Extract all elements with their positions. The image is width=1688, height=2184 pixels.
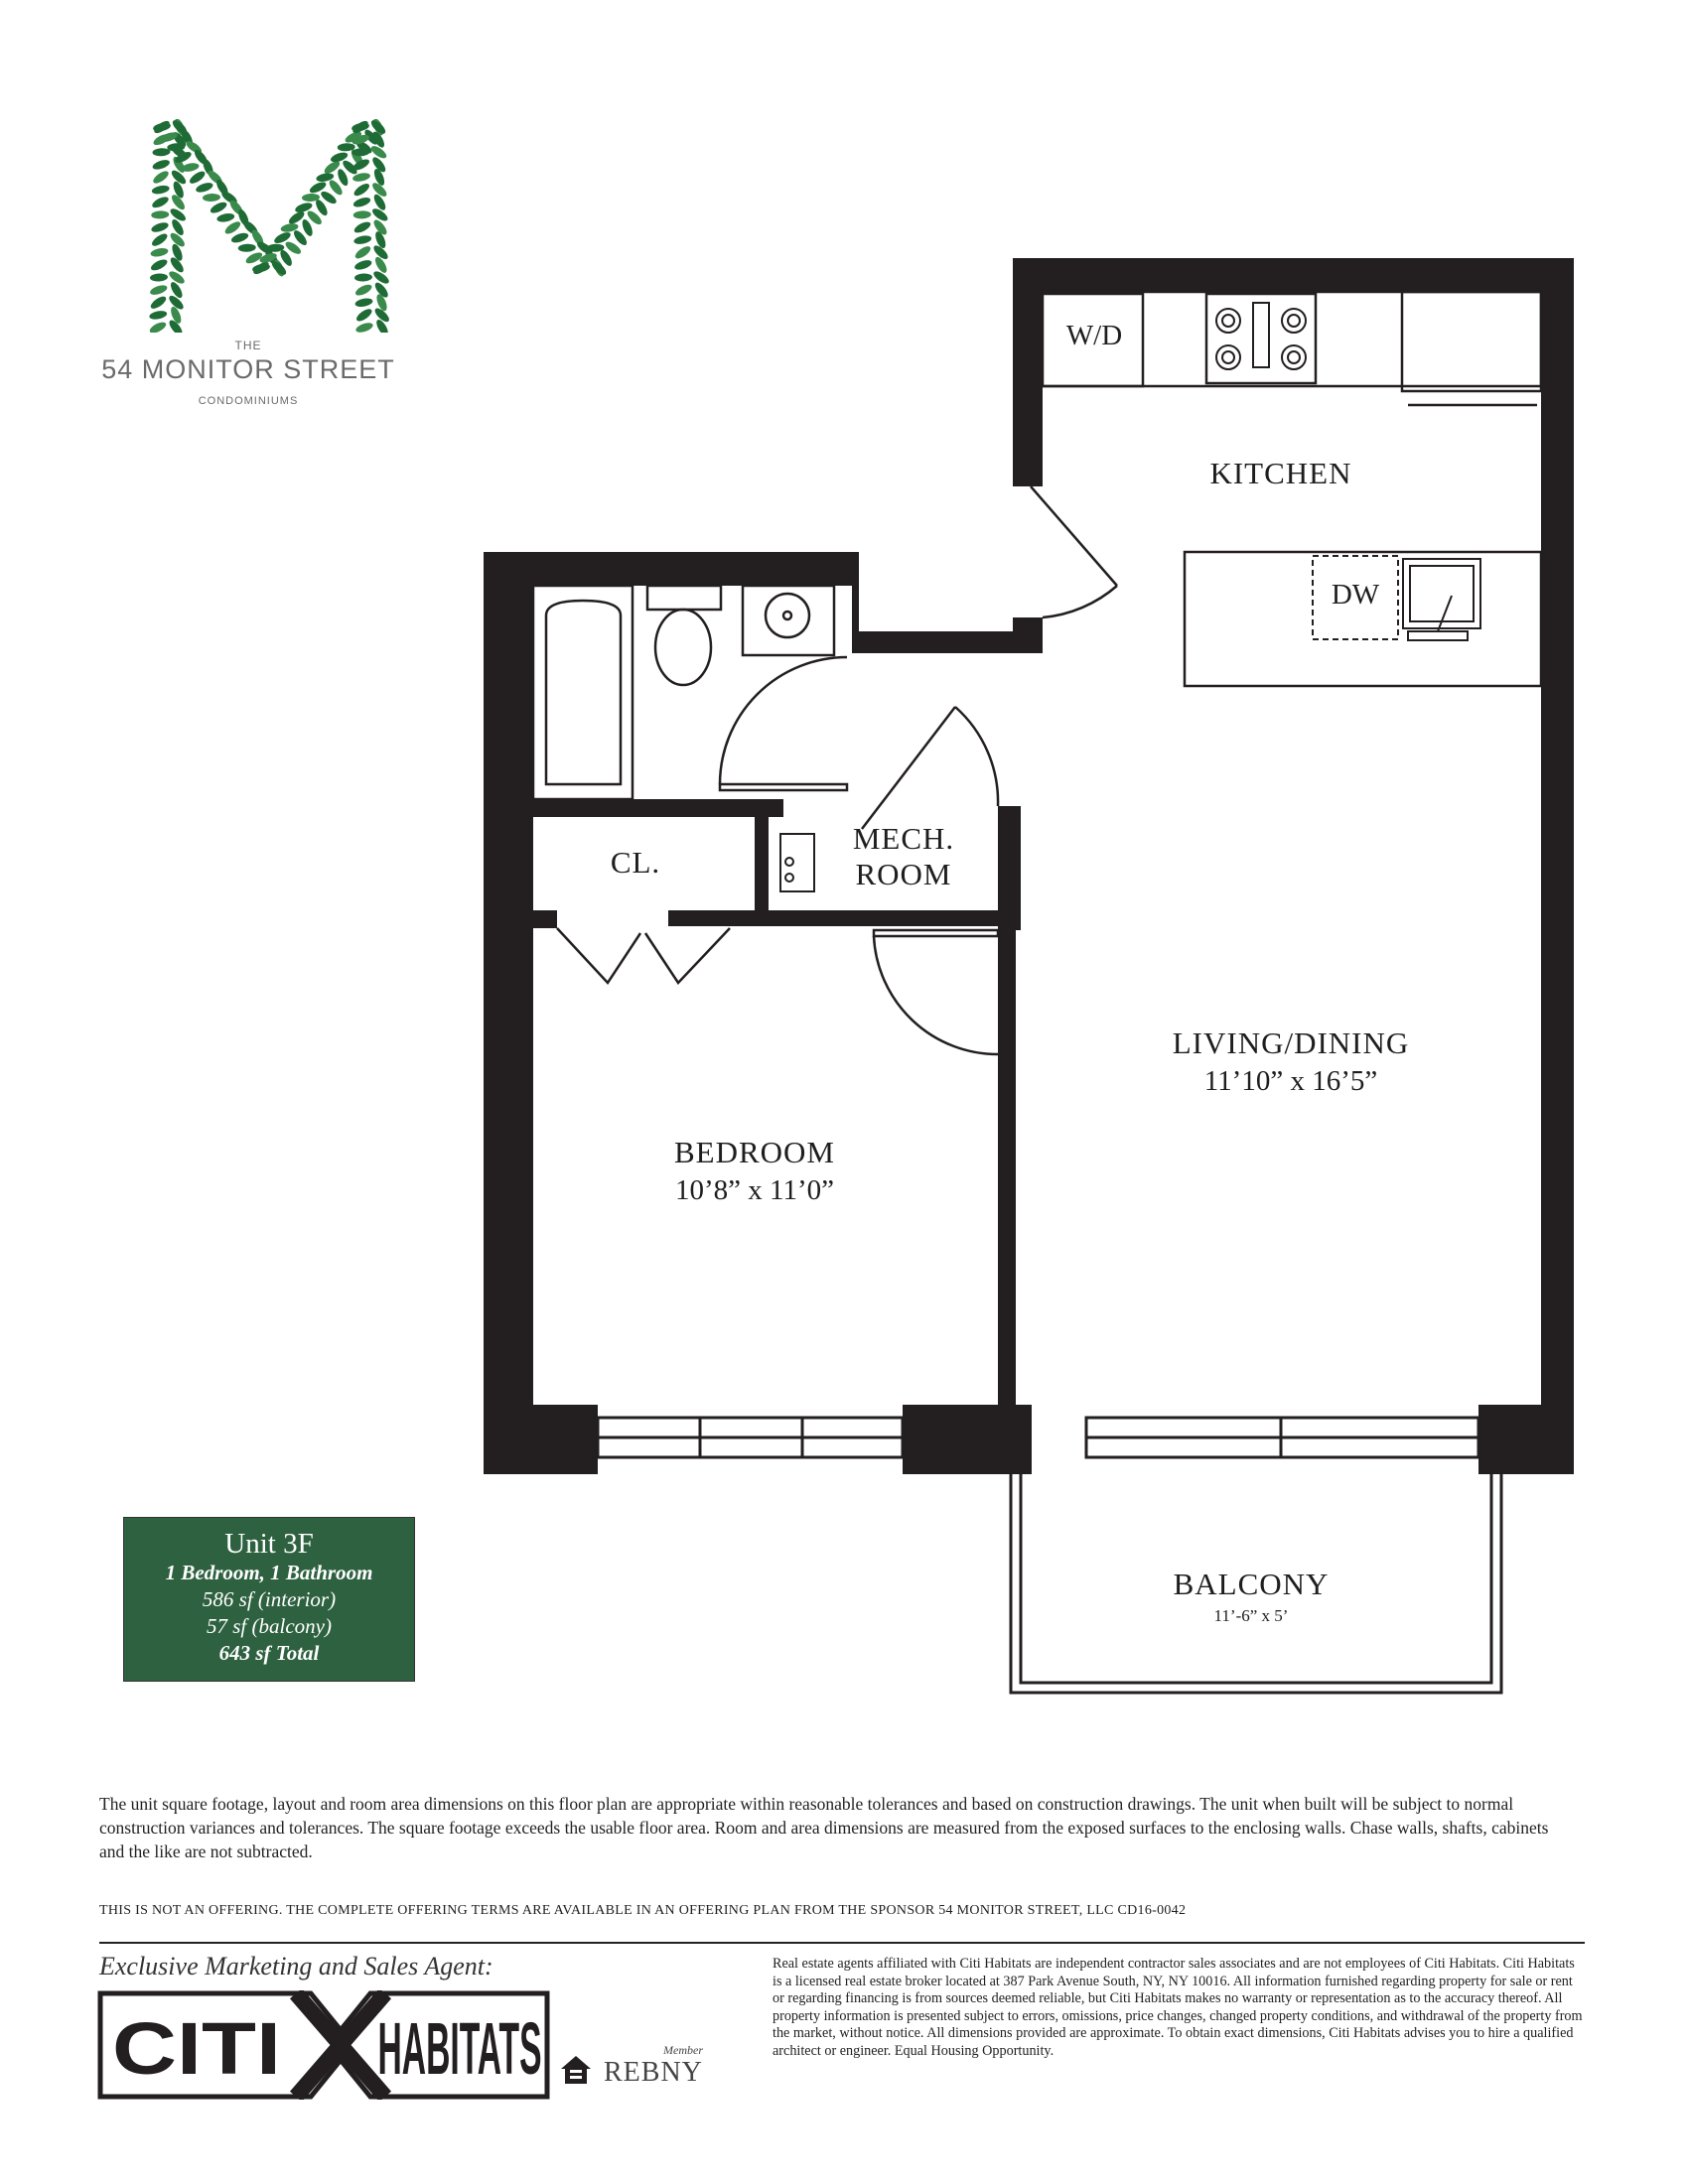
logo-building-name: 54 MONITOR STREET <box>101 354 395 384</box>
mech-room-label-line2: ROOM <box>855 857 952 891</box>
bedroom-label: BEDROOM <box>673 1135 835 1169</box>
kitchen-label: KITCHEN <box>1209 456 1352 490</box>
unit-total-area: 643 sf Total <box>218 1641 320 1665</box>
balcony-dimensions: 11’-6” x 5’ <box>1213 1606 1289 1625</box>
mech-room-label-line1: MECH. <box>852 821 955 856</box>
bedroom-window <box>598 1418 903 1457</box>
washer-dryer-label: W/D <box>1065 320 1123 351</box>
closet-label: CL. <box>610 845 661 880</box>
unit-balcony-area: 57 sf (balcony) <box>207 1614 332 1638</box>
equal-housing-icon <box>559 2053 593 2087</box>
dishwasher-label: DW <box>1331 579 1380 611</box>
unit-interior-area: 586 sf (interior) <box>202 1587 337 1611</box>
legal-disclaimer: Real estate agents affiliated with Citi Habitats are independent contractor sales associates and are not employees of Citi Habitats. Citi Habitats is a licensed real estate broker located at 387 Park Avenue South, NY, NY 10016. All information furnished regarding property for sale or rent or regarding financing is from sources deemed reliable, but Citi Habitats makes no warranty or representation as to the accuracy thereof. All property information is presented subject to errors, omissions, price changes, changed property conditions, and withdrawal of the property from the market, without notice. All dimensions provided are approximate. To obtain exact dimensions, Citi Habitats advises you to hire a qualified architect or engineer. Equal Housing Opportunity. <box>773 1956 1583 2059</box>
rebny-label: REBNY <box>604 2057 703 2088</box>
toilet <box>647 586 721 685</box>
offering-notice: THIS IS NOT AN OFFERING. THE COMPLETE OFFERING TERMS ARE AVAILABLE IN AN OFFERING PLAN FROM THE SPONSOR 54 MONITOR STREET, LLC CD16-0042 <box>99 1903 1187 1918</box>
agent-label: Exclusive Marketing and Sales Agent: <box>99 1952 493 1980</box>
rebny-member-logo <box>602 2043 711 2095</box>
logo-citi-text: CITI <box>112 2007 281 2090</box>
bathroom-sink <box>743 586 834 655</box>
logo-the-text: THE <box>234 339 262 352</box>
unit-type: 1 Bedroom, 1 Bathroom <box>165 1561 373 1584</box>
logo-subtitle: CONDOMINIUMS <box>198 395 299 407</box>
disclaimer-text: The unit square footage, layout and room area dimensions on this floor plan are appropriate within reasonable tolerances and based on construction drawings. The unit when built will be subject to normal construction variances and tolerances. The square footage exceeds the usable floor area. Room and area dimensions are measured from the exposed surfaces to the enclosing walls. Chase walls, shafts, cabinets and the like are not subtracted. <box>99 1794 1549 1861</box>
bathtub <box>533 586 633 799</box>
balcony-label: BALCONY <box>1173 1567 1330 1601</box>
unit-summary-box <box>123 1517 415 1682</box>
divider <box>99 1942 1585 1944</box>
unit-title: Unit 3F <box>224 1528 314 1560</box>
logo-habitats-text: HABITATS <box>377 2007 542 2090</box>
kitchen-sink <box>1403 559 1480 640</box>
citi-habitats-logo <box>97 1990 550 2100</box>
living-dining-label: LIVING/DINING <box>1172 1025 1410 1060</box>
living-window <box>1086 1418 1478 1457</box>
mech-sink <box>780 834 814 891</box>
kitchen-island <box>1185 552 1541 686</box>
rebny-member-label: Member <box>663 2043 703 2057</box>
stove-burners <box>1216 303 1306 369</box>
living-dining-dimensions: 11’10” x 16’5” <box>1203 1065 1378 1097</box>
bedroom-dimensions: 10’8” x 11’0” <box>675 1174 834 1206</box>
range-stove <box>1206 294 1316 383</box>
